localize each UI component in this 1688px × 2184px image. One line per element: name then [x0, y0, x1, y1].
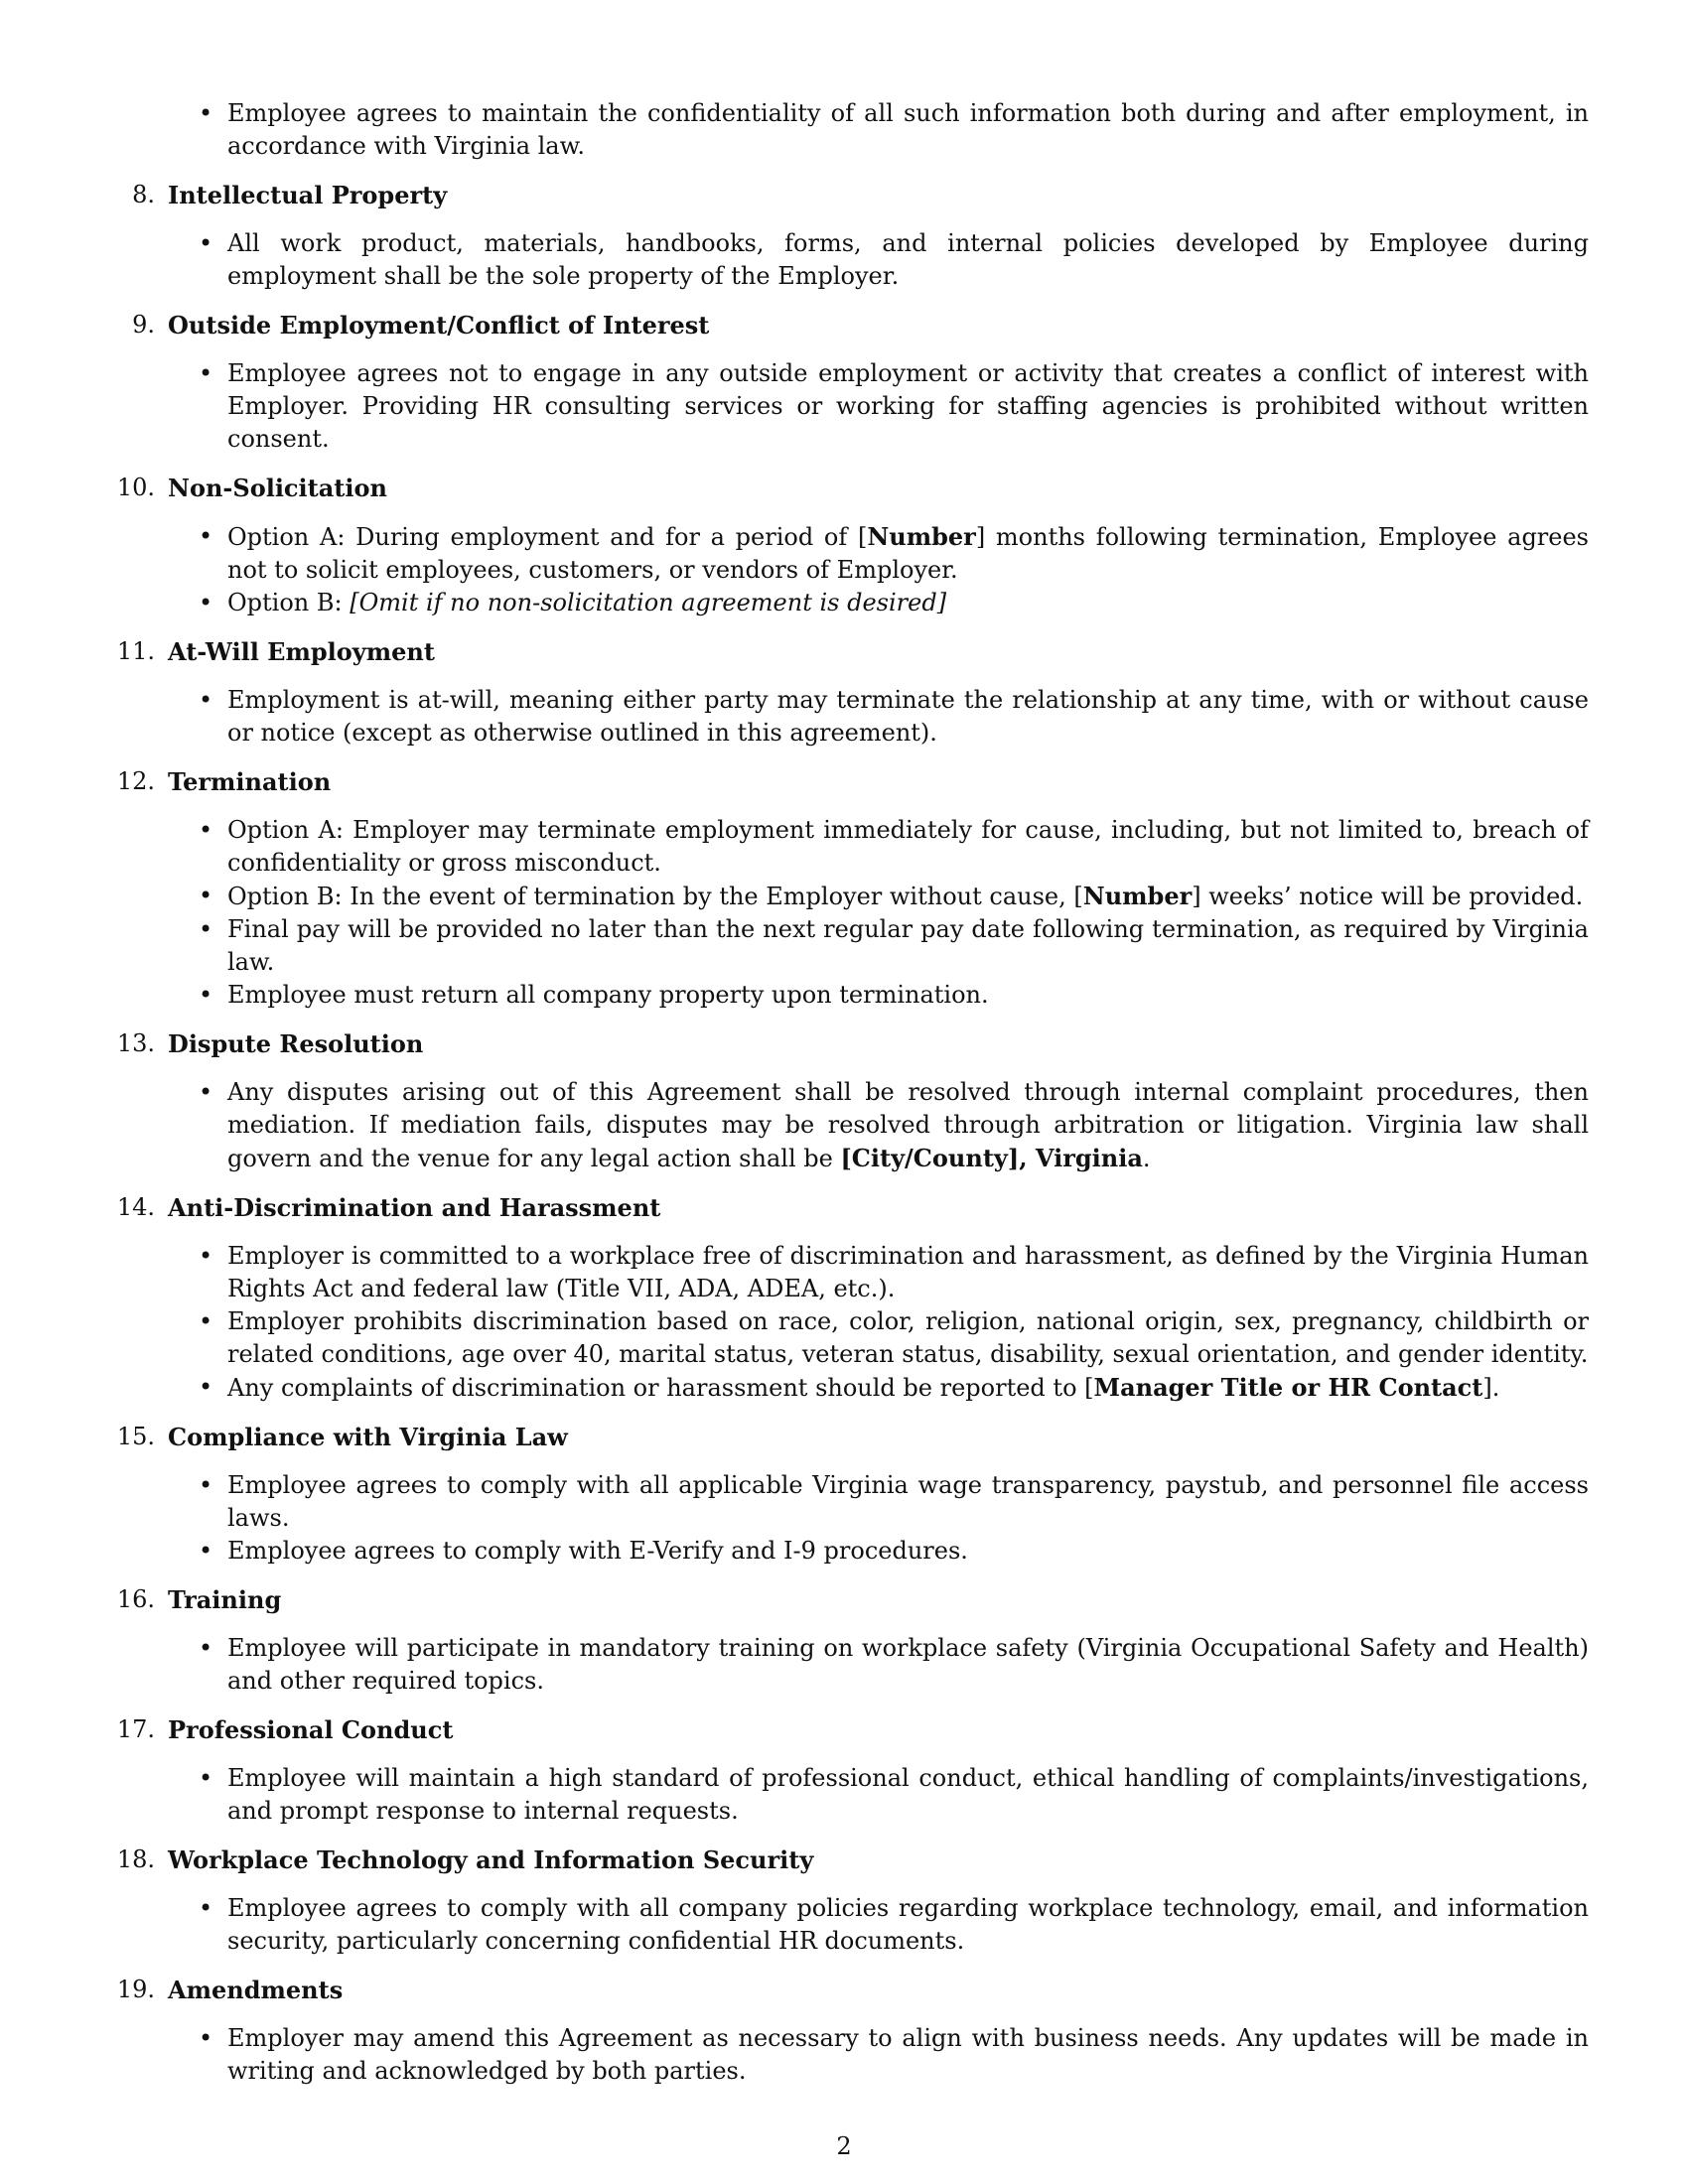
- bullet-text: [227, 915, 1589, 976]
- section-number: 11.: [116, 637, 155, 665]
- section-heading: [0, 472, 1688, 504]
- text-run: Option A: During employment and for a period of [: [227, 523, 868, 551]
- section-title: Compliance with Virginia Law: [168, 1423, 568, 1451]
- bullet-icon: •: [199, 981, 213, 1009]
- bullet-icon: •: [199, 1634, 213, 1662]
- bullet-text: [227, 816, 1589, 877]
- section-title: Non-Solicitation: [168, 474, 387, 502]
- bullet-text: [227, 1307, 1589, 1368]
- bullet-icon: •: [199, 1078, 213, 1106]
- section-heading: [0, 1027, 1688, 1060]
- bullet-text: [227, 1634, 1589, 1695]
- section-number: 18.: [116, 1845, 155, 1873]
- section-number: 19.: [116, 1976, 155, 2003]
- section-14: [0, 1191, 1688, 1405]
- section-title: At-Will Employment: [168, 637, 435, 666]
- bullet-text: [227, 1078, 1589, 1172]
- list-item: [199, 1892, 1589, 1958]
- bullet-icon: •: [199, 882, 213, 909]
- list-item: [199, 814, 1589, 880]
- section-number: 16.: [116, 1585, 155, 1613]
- text-run: All work product, materials, handbooks, forms, and internal policies developed by Employee during employment shall be the sole property of the Employer.: [227, 229, 1589, 290]
- section-title: Termination: [168, 767, 332, 796]
- bullet-icon: •: [199, 1537, 213, 1565]
- text-run: Any complaints of discrimination or harassment should be reported to [: [227, 1374, 1094, 1402]
- bullet-icon: •: [199, 1373, 213, 1401]
- section-heading: [0, 1974, 1688, 2006]
- bullet-text: [227, 229, 1589, 290]
- bullet-icon: •: [199, 915, 213, 943]
- bullet-text: [227, 1894, 1589, 1955]
- list-item: [199, 1535, 1589, 1568]
- section-title: Dispute Resolution: [168, 1029, 424, 1058]
- section-heading: [0, 179, 1688, 211]
- section-title: Anti-Discrimination and Harassment: [168, 1193, 661, 1222]
- section-heading: [0, 1843, 1688, 1876]
- section-title: Intellectual Property: [168, 181, 448, 209]
- bullet-text: [227, 883, 1583, 910]
- continued-bullet: [199, 97, 1589, 163]
- text-run: Employer is committed to a workplace free of discrimination and harassment, as defined by the Virginia Human Rights Act and federal law (Title VII, ADA, ADEA, etc.).: [227, 1242, 1589, 1302]
- list-item: [199, 357, 1589, 456]
- placeholder-bold: Number: [867, 522, 976, 551]
- page-number: 2: [836, 2132, 852, 2160]
- text-run: Employee agrees not to engage in any outside employment or activity that creates a conflict of interest with Employer. Providing HR consulting services or working for staffing agencies is prohibited without written consent.: [227, 359, 1589, 453]
- list-item: [199, 1762, 1589, 1828]
- bullet-text: [227, 686, 1589, 747]
- text-run: Final pay will be provided no later than the next regular pay date following termination, as required by Virginia law.: [227, 915, 1589, 976]
- section-title: Amendments: [168, 1976, 344, 2004]
- section-16: [0, 1583, 1688, 1698]
- section-title: Training: [168, 1585, 282, 1614]
- list-item: [199, 880, 1589, 913]
- bullet-icon: •: [199, 2024, 213, 2052]
- text-run: ].: [1482, 1374, 1500, 1402]
- section-number: 9.: [132, 311, 155, 339]
- section-number: 13.: [116, 1029, 155, 1057]
- list-item: [199, 1632, 1589, 1698]
- section-12: [0, 765, 1688, 1012]
- bullet-icon: •: [199, 229, 213, 257]
- section-title: Professional Conduct: [168, 1715, 454, 1744]
- bullet-text: [227, 1471, 1589, 1532]
- bullet-text: [227, 359, 1589, 453]
- placeholder-bold: Manager Title or HR Contact: [1093, 1373, 1483, 1402]
- text-run: Employee must return all company property upon termination.: [227, 981, 989, 1009]
- text-run: Employment is at-will, meaning either party may terminate the relationship at any time, with or without cause or notice (except as otherwise outlined in this agreement).: [227, 686, 1589, 747]
- bullet-text: [227, 1374, 1499, 1402]
- section-10: [0, 472, 1688, 619]
- section-heading: [0, 765, 1688, 798]
- list-item: [199, 1240, 1589, 1305]
- bullet-icon: •: [199, 1471, 213, 1499]
- section-heading: [0, 635, 1688, 668]
- text-run: Employee agrees to comply with all company policies regarding workplace technology, email, and information security, particularly concerning confidential HR documents.: [227, 1894, 1589, 1955]
- section-heading: [0, 1713, 1688, 1746]
- text-run: ] weeks’ notice will be provided.: [1192, 883, 1584, 910]
- list-item: [199, 2022, 1589, 2088]
- bullet-icon: •: [199, 1764, 213, 1792]
- list-item: [199, 1076, 1589, 1175]
- section-19: [0, 1974, 1688, 2088]
- placeholder-bold: Number: [1082, 882, 1193, 910]
- section-number: 17.: [116, 1715, 155, 1743]
- bullet-text: [227, 523, 1589, 584]
- bullet-icon: •: [199, 1894, 213, 1922]
- list-item: [199, 227, 1589, 293]
- section-title: Workplace Technology and Information Security: [168, 1845, 814, 1874]
- section-15: [0, 1421, 1688, 1568]
- list-item: [199, 1305, 1589, 1371]
- section-title: Outside Employment/Conflict of Interest: [168, 311, 710, 340]
- list-item: [199, 1469, 1589, 1535]
- text-run: Option B:: [227, 589, 351, 616]
- placeholder-italic: [Omit if no non-solicitation agreement is desired]: [350, 589, 947, 616]
- text-run: Option B: In the event of termination by the Employer without cause, [: [227, 883, 1083, 910]
- bullet-icon: •: [199, 1307, 213, 1335]
- list-item: [199, 979, 1589, 1012]
- bullet-icon: •: [199, 1242, 213, 1270]
- section-heading: [0, 1421, 1688, 1453]
- section-13: [0, 1027, 1688, 1175]
- text-run: Employee will participate in mandatory training on workplace safety (Virginia Occupational Safety and Health) and other required topics.: [227, 1634, 1589, 1695]
- text-run: Employee agrees to comply with all applicable Virginia wage transparency, paystub, and personnel file access laws.: [227, 1471, 1589, 1532]
- section-11: [0, 635, 1688, 750]
- list-item: [199, 684, 1589, 750]
- bullet-icon: •: [199, 359, 213, 387]
- section-8: [0, 179, 1688, 293]
- bullet-text: [227, 2024, 1589, 2085]
- section-heading: [0, 309, 1688, 341]
- bullet-icon: •: [199, 99, 213, 127]
- bullet-icon: •: [199, 686, 213, 714]
- list-item: [199, 587, 1589, 619]
- text-run: Employer may amend this Agreement as necessary to align with business needs. Any updates will be made in writing and acknowledged by both parties.: [227, 2024, 1589, 2085]
- bullet-icon: •: [199, 816, 213, 844]
- bullet-text: [227, 1242, 1589, 1302]
- section-9: [0, 309, 1688, 456]
- bullet-text: [227, 981, 989, 1009]
- section-heading: [0, 1583, 1688, 1616]
- bullet-icon: •: [199, 589, 213, 616]
- section-18: [0, 1843, 1688, 1958]
- section-number: 15.: [116, 1423, 155, 1450]
- section-number: 10.: [116, 474, 155, 501]
- text-run: .: [1142, 1145, 1151, 1172]
- placeholder-bold: [City/County], Virginia: [840, 1144, 1143, 1172]
- text-run: Employer prohibits discrimination based on race, color, religion, national origin, sex, pregnancy, childbirth or related conditions, age over 40, marital status, veteran status, disability, sexual orientation, and gender identity.: [227, 1307, 1589, 1368]
- section-heading: [0, 1191, 1688, 1224]
- text-run: ] months following termination, Employee agrees not to solicit employees, customers, or vendors of Employer.: [227, 523, 1590, 584]
- bullet-text: [227, 589, 946, 616]
- section-17: [0, 1713, 1688, 1828]
- text-run: Any disputes arising out of this Agreement shall be resolved through internal complaint procedures, then mediation. If mediation fails, disputes may be resolved through arbitration or litigation. Virginia law shall govern and the venue for any legal action shall be: [227, 1078, 1589, 1172]
- document-body: [0, 97, 1688, 2104]
- bullet-text: [227, 1537, 968, 1565]
- text-run: Employee agrees to comply with E-Verify and I-9 procedures.: [227, 1537, 968, 1565]
- section-number: 12.: [116, 767, 155, 795]
- text-run: Option A: Employer may terminate employment immediately for cause, including, but not limited to, breach of confidentiality or gross misconduct.: [227, 816, 1589, 877]
- text-run: Employee will maintain a high standard of professional conduct, ethical handling of complaints/investigations, and prompt response to internal requests.: [227, 1764, 1589, 1825]
- bullet-icon: •: [199, 522, 213, 550]
- list-item: [199, 913, 1589, 979]
- bullet-text: [227, 1764, 1589, 1825]
- section-number: 8.: [132, 181, 155, 208]
- section-number: 14.: [116, 1193, 155, 1221]
- section-list: [0, 179, 1688, 2088]
- bullet-text: Employee agrees to maintain the confidentiality of all such information both during and after employment, in accordance with Virginia law.: [227, 99, 1589, 160]
- list-item: [199, 1371, 1589, 1405]
- list-item: [199, 520, 1590, 587]
